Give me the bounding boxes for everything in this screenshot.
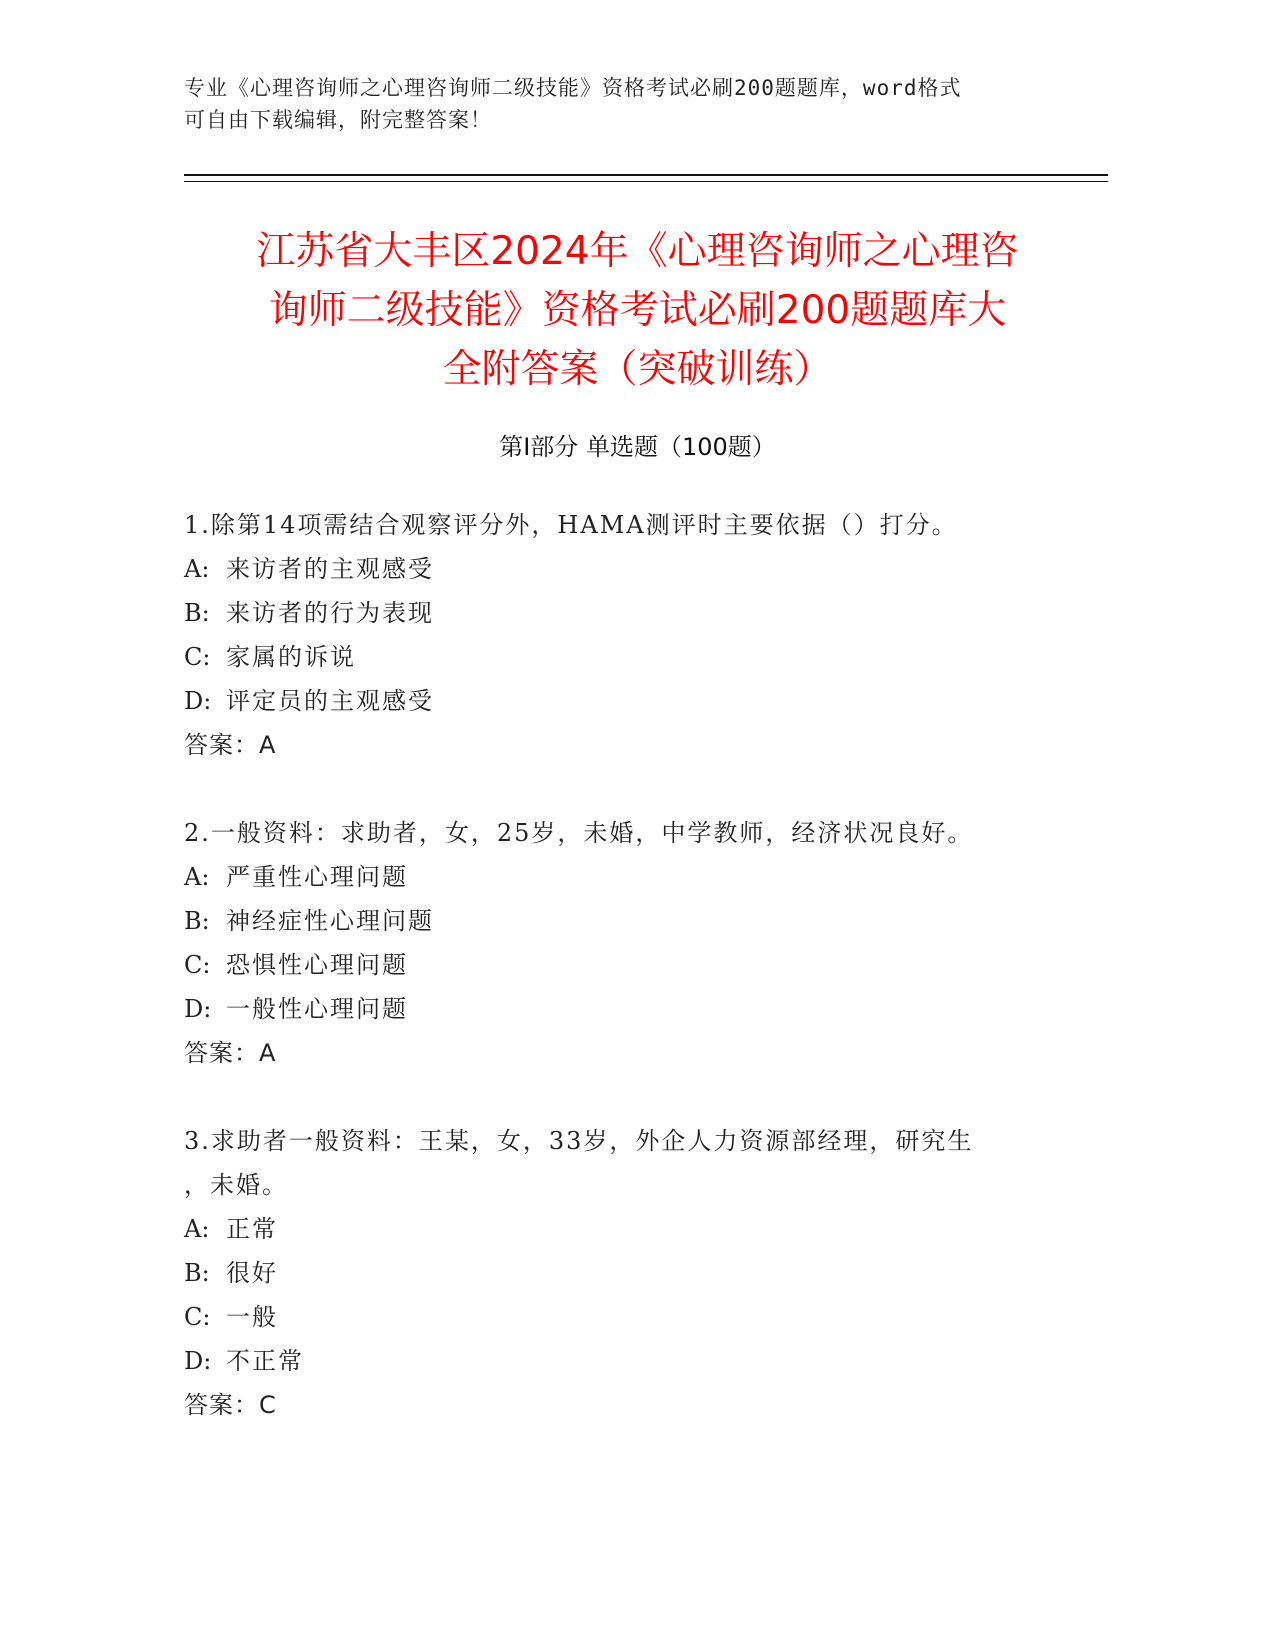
option-text: 评定员的主观感受 [226,687,434,715]
section-heading: 第Ⅰ部分 单选题（100题） [499,433,776,461]
question-stem-continuation: ，未婚。 [184,1171,288,1199]
question-option [184,855,1084,899]
option-letter: C: [184,1303,211,1331]
option-text: 一般性心理问题 [226,995,408,1023]
option-letter: D: [184,995,212,1023]
option-letter: C: [184,951,211,979]
option-text: 一般 [226,1303,278,1331]
header-divider-thick [184,174,1108,176]
option-letter: B: [184,599,210,627]
option-text: 来访者的行为表现 [226,599,434,627]
option-text: 正常 [226,1215,278,1243]
question-option [184,591,1084,635]
question-answer: 答案：A [184,1039,277,1067]
option-text: 来访者的主观感受 [226,555,434,583]
option-letter: A: [184,863,210,891]
document-title [140,222,1135,399]
option-letter: D: [184,1347,212,1375]
option-letter: B: [184,1259,210,1287]
header-note [184,72,1084,136]
document-title-line: 全附答案（突破训练） [442,347,833,392]
question-option [184,1295,1084,1339]
option-text: 很好 [226,1259,278,1287]
option-text: 不正常 [226,1347,304,1375]
option-text: 神经症性心理问题 [226,907,434,935]
question-option [184,943,1084,987]
header-divider-thin [184,181,1108,182]
question-block [184,503,1084,767]
question-option [184,635,1084,679]
question-option [184,899,1084,943]
question-option [184,679,1084,723]
option-letter: A: [184,1215,210,1243]
header-note-line: 可自由下载编辑，附完整答案！ [184,108,492,132]
option-letter: B: [184,907,210,935]
question-block [184,811,1084,1075]
document-title-line: 询师二级技能》资格考试必刷200题题库大 [268,288,1007,333]
option-text: 家属的诉说 [226,643,356,671]
question-option [184,1339,1084,1383]
option-letter: D: [184,687,212,715]
question-block [184,1119,1084,1427]
document-title-line: 江苏省大丰区2024年《心理咨询师之心理咨 [256,229,1019,274]
question-option [184,1251,1084,1295]
question-stem: 3.求助者一般资料：王某，女，33岁，外企人力资源部经理，研究生 [184,1127,974,1155]
option-text: 严重性心理问题 [226,863,408,891]
question-answer: 答案：A [184,731,277,759]
option-text: 恐惧性心理问题 [226,951,408,979]
question-answer: 答案：C [184,1391,277,1419]
question-stem: 1.除第14项需结合观察评分外，HAMA测评时主要依据（）打分。 [184,511,958,539]
option-letter: A: [184,555,210,583]
question-stem: 2.一般资料：求助者，女，25岁，未婚，中学教师，经济状况良好。 [184,819,974,847]
header-note-line: 专业《心理咨询师之心理咨询师二级技能》资格考试必刷200题题库，word格式 [184,76,962,100]
question-option [184,547,1084,591]
option-letter: C: [184,643,211,671]
question-option [184,1207,1084,1251]
question-option [184,987,1084,1031]
